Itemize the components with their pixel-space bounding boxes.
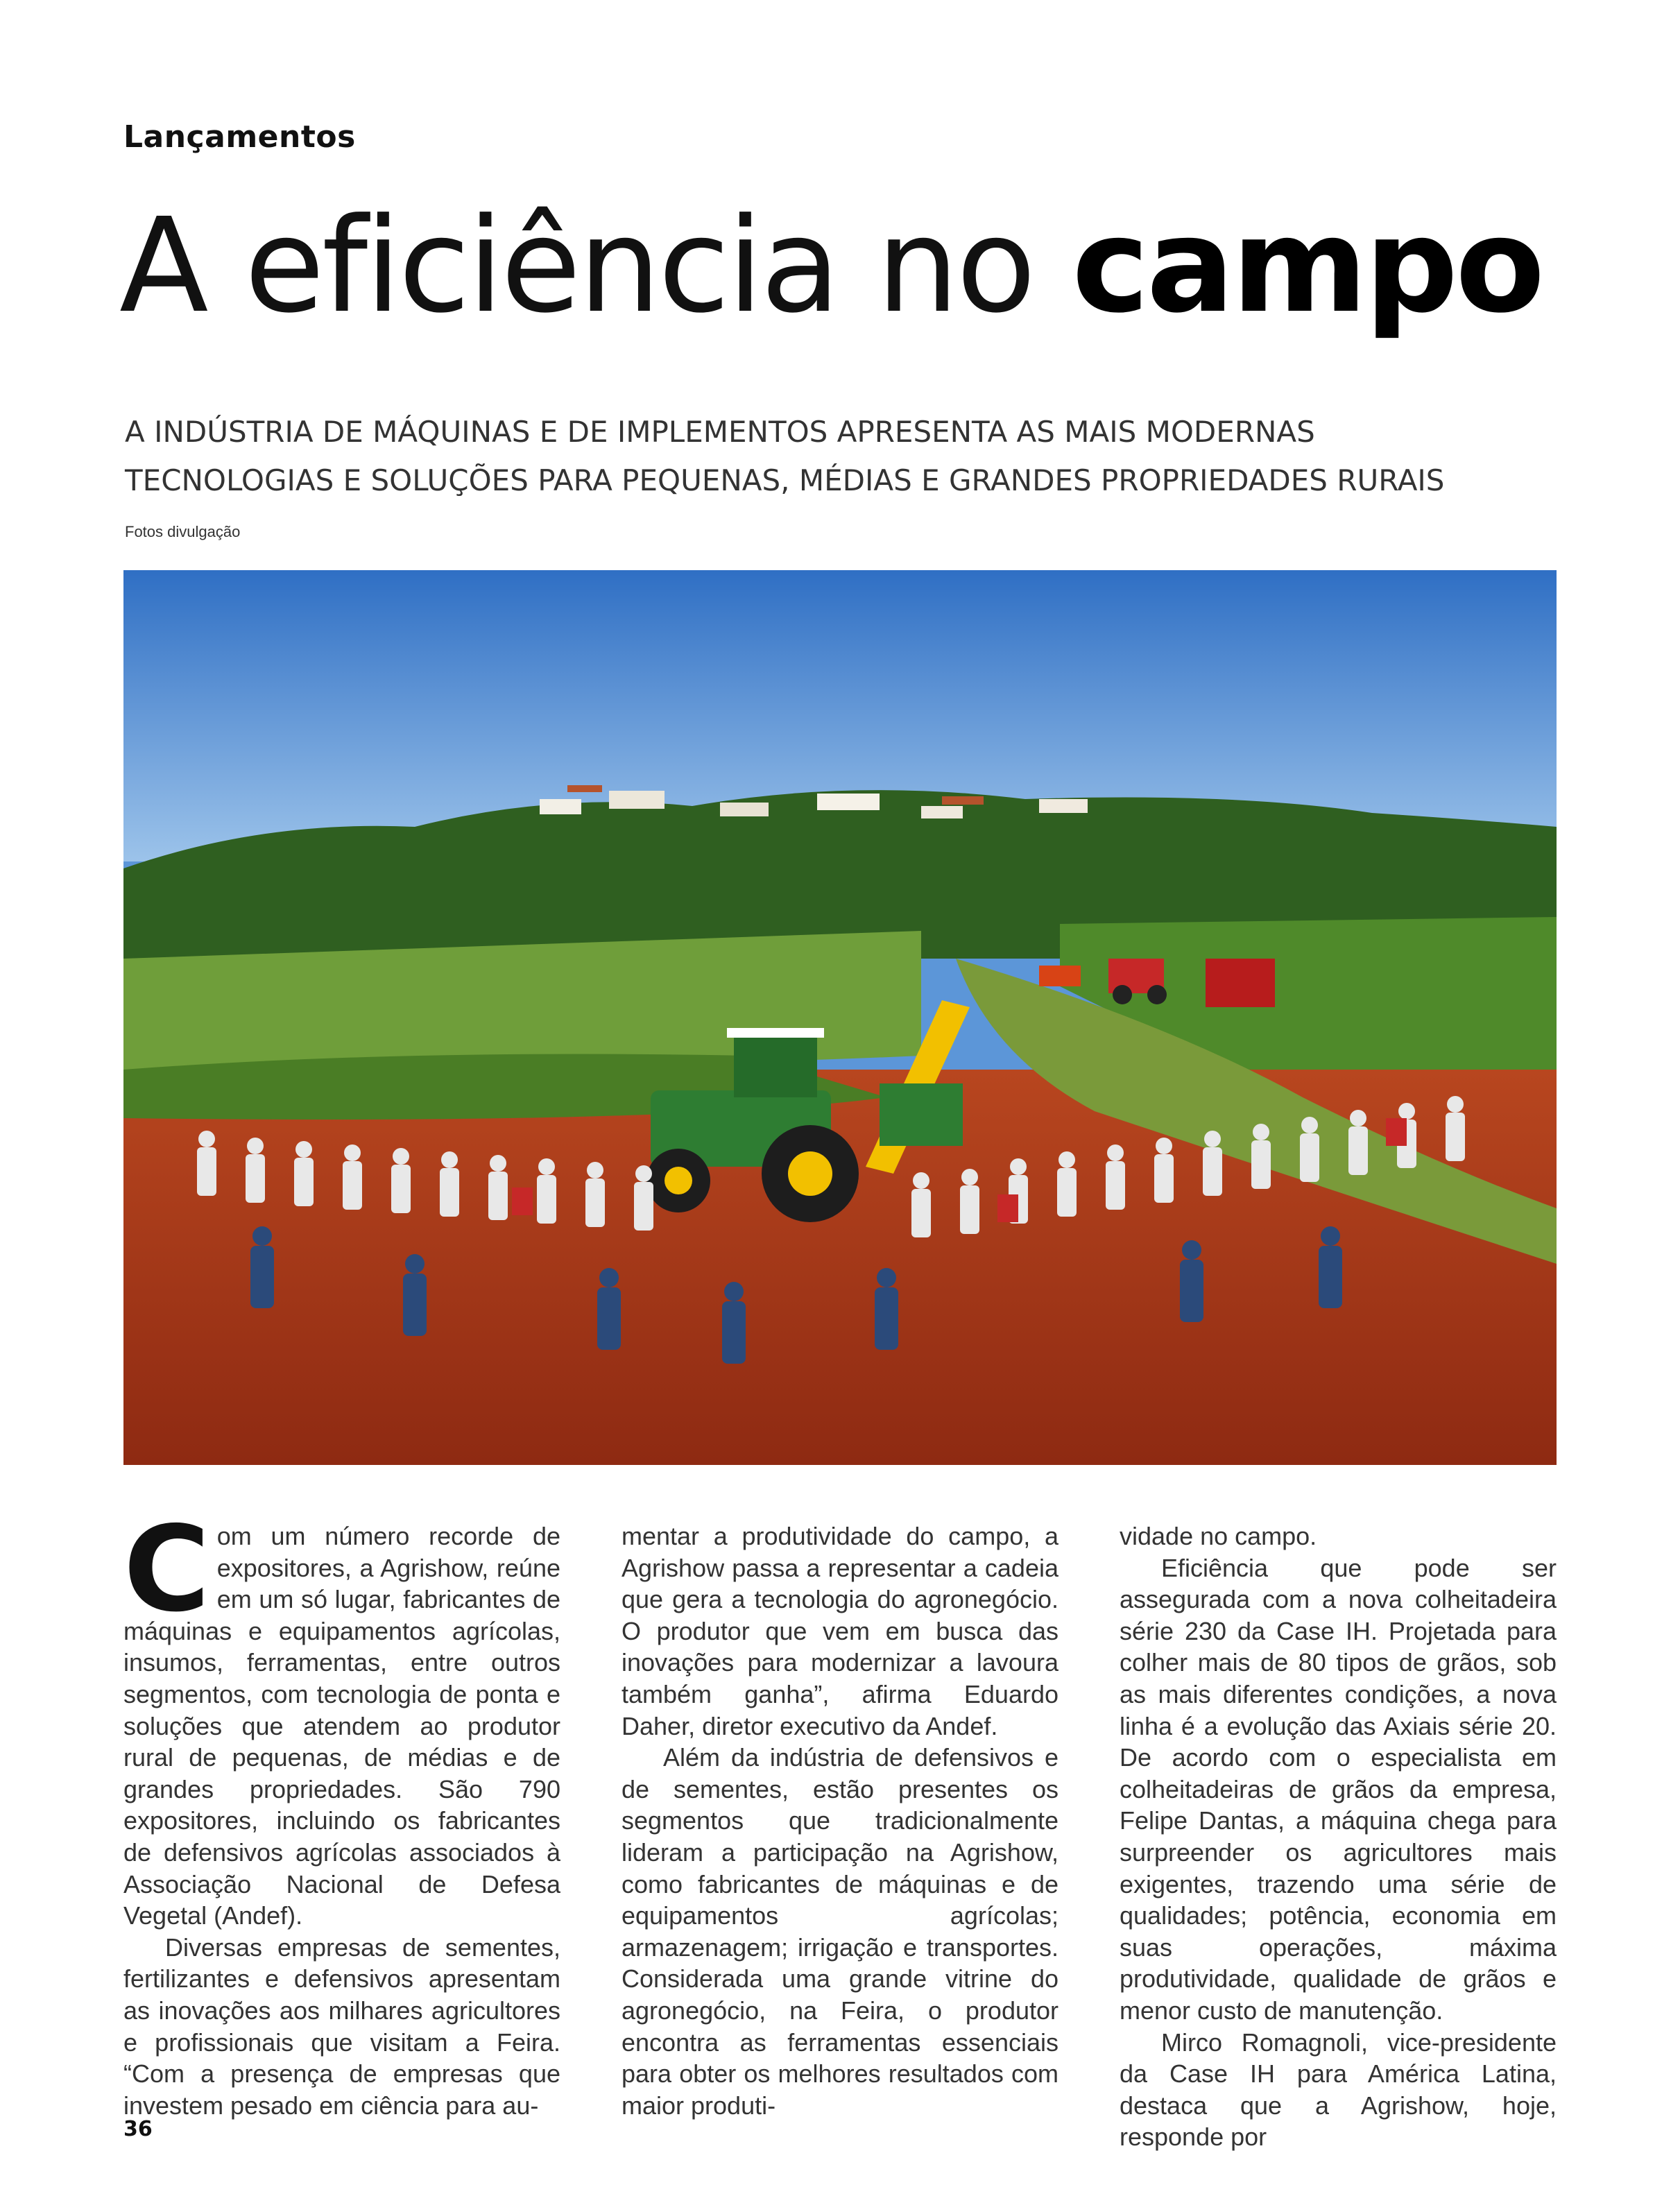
drop-cap: C — [123, 1501, 210, 1638]
paragraph: Mirco Romagnoli, vice-presidente da Case IH para América Latina, destaca que a Agrishow, hoje, responde por — [1120, 2027, 1557, 2152]
article-title — [119, 190, 1576, 342]
photo-credit: Fotos divulgação — [125, 523, 241, 540]
paragraph: vidade no campo. — [1120, 1522, 1317, 1550]
hero-photo — [123, 570, 1557, 1465]
paragraph — [123, 1501, 560, 1932]
paragraph: Além da indústria de defensivos e de sementes, estão presentes os segmentos que tradicionalmente lideram a participação na Agrishow, como fabricantes de máquinas e de equipamentos agrícolas; armazenagem; irrigação e transportes. Considerada uma grande vitrine do agronegócio, na Feira, o produtor encontra as ferramentas essenciais para obter os melhores resultados com maior produti- — [622, 1743, 1058, 2120]
paragraph: mentar a produtividade do campo, a Agrishow passa a representar a cadeia que gera a tecnologia do agronegócio. O produtor que vem em busca das inovações para modernizar a lavoura também ganha”, afirma Eduardo Daher, diretor executivo da Andef. — [622, 1522, 1058, 1740]
field-demo-illustration — [123, 570, 1557, 1465]
article-column-1 — [123, 1501, 560, 2120]
paragraph-text: om um número recorde de expositores, a Agrishow, reúne em um só lugar, fabricantes de máquinas e equipamentos agrícolas, insumos, ferramentas, entre outros segmentos, com tecnologia de ponta e soluções que atendem ao produtor rural de pequenas, de médias e de grandes propriedades. São 790 expositores, incluindo os fabricantes de defensivos agrícolas associados à Associação Nacional de Defesa Vegetal (Andef). — [123, 1522, 560, 1930]
article-column-2 — [622, 1520, 1058, 2120]
paragraph: Eficiência que pode ser assegurada com a nova colheitadeira série 230 da Case IH. Projetada para colher mais de 80 tipos de grãos, sob as mais diferentes condições, a nova linha é a evolução das Axiais série 20. De acordo com o especialista em colheitadeiras de grãos da empresa, Felipe Dantas, a máquina chega para surpreender os agricultores mais exigentes, trazendo uma série de qualidades; potência, economia em suas operações, máxima produtividade, qualidade de grãos e menor custo de manutenção. — [1120, 1553, 1557, 2025]
article-column-3 — [1120, 1520, 1557, 2152]
lead-line: A INDÚSTRIA DE MÁQUINAS E DE IMPLEMENTOS APRESENTA AS MAIS MODERNAS — [125, 415, 1315, 449]
article-lead — [125, 408, 1554, 505]
section-label: Lançamentos — [123, 119, 356, 155]
page-number: 36 — [123, 2117, 153, 2141]
lead-line: TECNOLOGIAS E SOLUÇÕES PARA PEQUENAS, MÉDIAS E GRANDES PROPRIEDADES RURAIS — [125, 463, 1445, 497]
title-light: A eficiência no — [119, 190, 1072, 342]
paragraph: Diversas empresas de sementes, fertilizantes e defensivos apresentam as inovações aos milhares agricultores e profissionais que visitam a Feira. “Com a presença de empresas que investem pesado em ciência para au- — [123, 1932, 560, 2120]
title-bold: campo — [1072, 190, 1543, 342]
